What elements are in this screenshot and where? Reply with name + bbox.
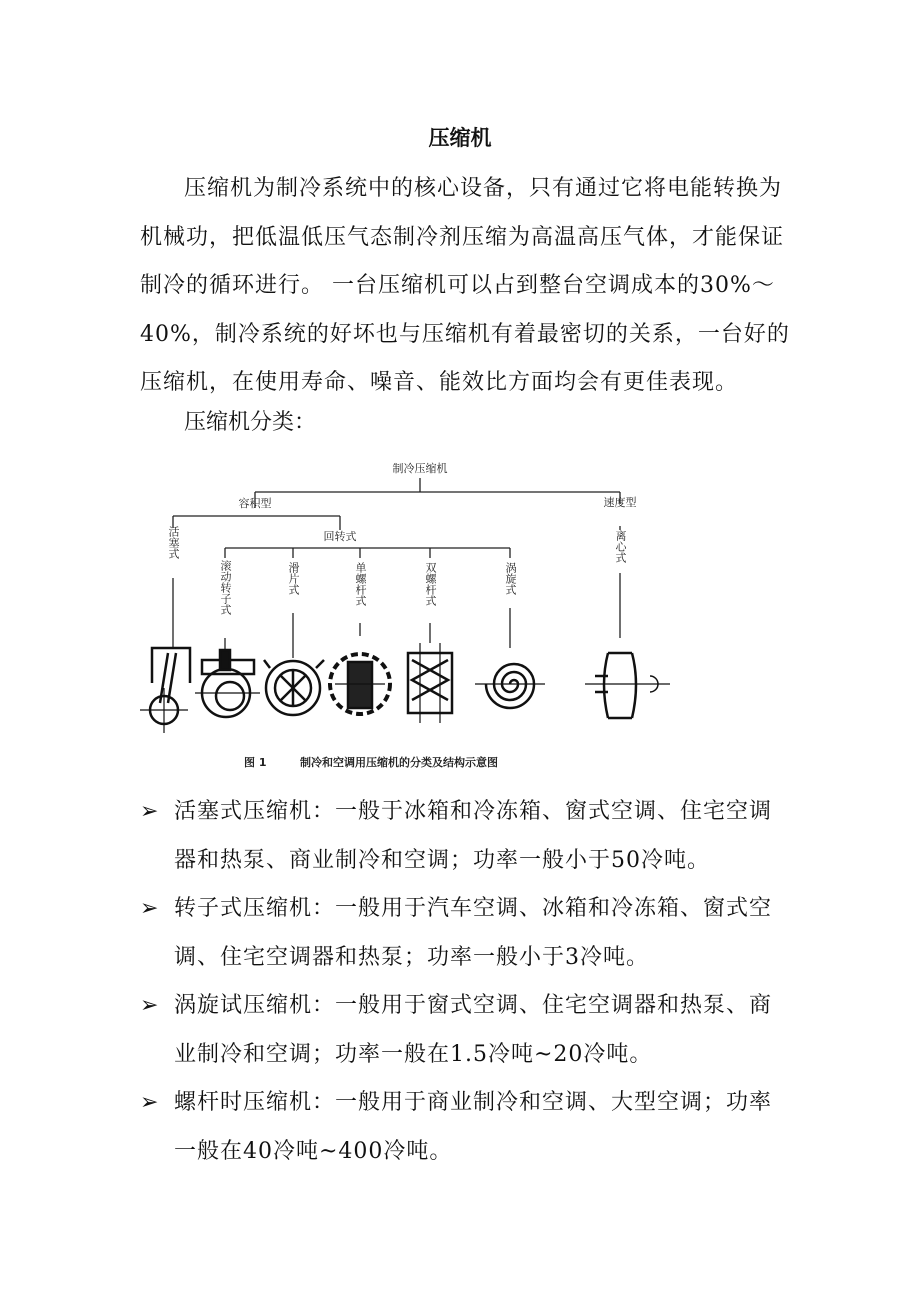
diagram-type-piston: 活塞式 [167, 526, 180, 559]
diagram-type-scroll: 涡旋式 [504, 562, 517, 595]
centrifugal-schematic [585, 653, 670, 718]
bullet-arrow-icon: ➢ [140, 799, 160, 824]
list-item [140, 788, 790, 885]
classification-heading: 压缩机分类： [184, 410, 317, 435]
diagram-group-volumetric: 容积型 [238, 497, 272, 510]
bullet-text: 转子式压缩机：一般用于汽车空调、冰箱和冷冻箱、窗式空调、住宅空调器和热泵；功率一般小于3冷吨。 [174, 896, 773, 970]
twin-screw-schematic [408, 643, 452, 723]
compressor-classification-figure [130, 448, 690, 788]
intro-paragraph: 压缩机为制冷系统中的核心设备，只有通过它将电能转换为机械功，把低温低压气态制冷剂压缩为高温高压气体，才能保证制冷的循环进行。 一台压缩机可以占到整台空调成本的30%～40%，制冷系统的好坏也与压缩机有着最密切的关系，一台好的压缩机，在使用寿命、噪音、能效比方面均会有更佳表现。 [140, 176, 790, 395]
bullet-text: 螺杆时压缩机：一般用于商业制冷和空调、大型空调；功率一般在40冷吨~400冷吨。 [174, 1090, 773, 1164]
bullet-arrow-icon: ➢ [140, 896, 160, 921]
bullet-text: 活塞式压缩机：一般于冰箱和冷冻箱、窗式空调、住宅空调器和热泵、商业制冷和空调；功率一般小于50冷吨。 [174, 799, 773, 873]
diagram-type-single-screw: 单螺杆式 [354, 562, 367, 606]
scroll-schematic [475, 664, 545, 708]
page-title: 压缩机 [428, 125, 492, 150]
diagram-type-sliding-vane: 滑片式 [287, 562, 300, 595]
piston-schematic [140, 648, 190, 733]
sliding-vane-schematic [264, 660, 324, 715]
diagram-type-twin-screw: 双螺杆式 [424, 562, 437, 606]
diagram-group-rotary: 回转式 [323, 530, 357, 543]
bullet-text: 涡旋试压缩机：一般用于窗式空调、住宅空调器和热泵、商业制冷和空调；功率一般在1.5冷吨~20冷吨。 [174, 993, 773, 1067]
diagram-type-rolling-rotor: 滚动转子式 [219, 560, 232, 615]
rolling-rotor-schematic [195, 650, 260, 717]
figure-caption-label: 图 1 [244, 756, 267, 769]
bullet-arrow-icon: ➢ [140, 1090, 160, 1115]
figure-caption: 制冷和空调用压缩机的分类及结构示意图 [300, 756, 498, 769]
diagram-type-centrifugal: 离心式 [614, 530, 627, 563]
list-item [140, 982, 790, 1079]
single-screw-schematic [330, 654, 390, 714]
bullet-arrow-icon: ➢ [140, 993, 160, 1018]
diagram-root-label: 制冷压缩机 [392, 462, 448, 475]
classification-tree-diagram [130, 448, 690, 788]
diagram-group-speed: 速度型 [603, 496, 637, 509]
list-item [140, 885, 790, 982]
list-item [140, 1079, 790, 1176]
